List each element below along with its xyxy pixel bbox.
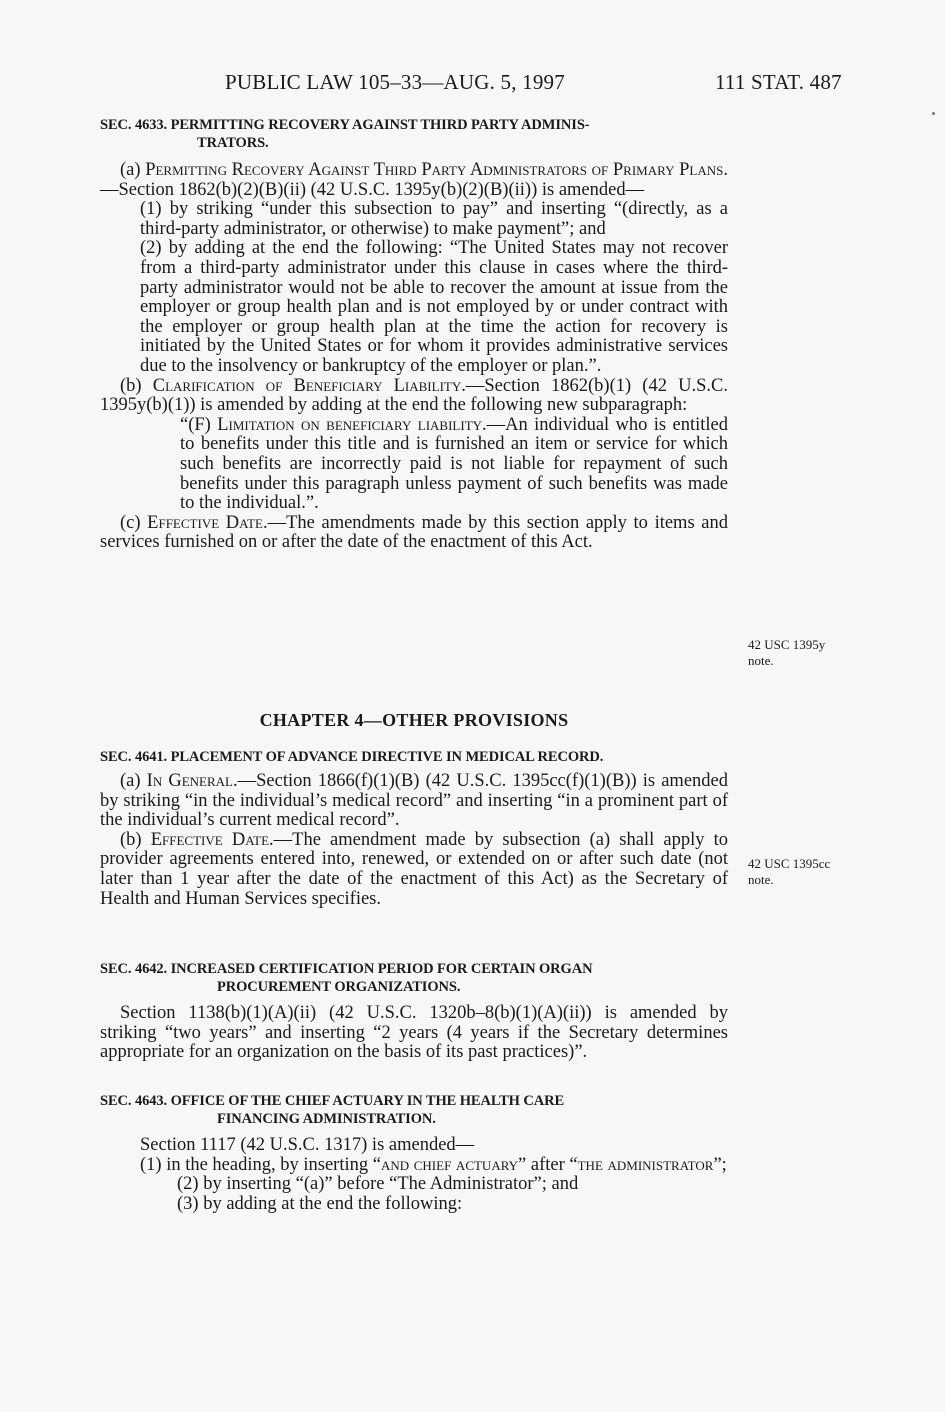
section-4633 [100,116,728,152]
paragraph-1-heading: (1) in the heading, by inserting “and chief actuary” after “the administrator”; [140,1154,727,1175]
section-4643-intro: Section 1117 (42 U.S.C. 1317) is amended— [140,1135,475,1155]
paragraph-3-add: (3) by adding at the end the following: [177,1193,463,1214]
section-4641 [100,748,728,766]
margin-note-1395y: 42 USC 1395y note. [748,637,826,668]
section-4633-body [100,161,728,553]
header-public-law: PUBLIC LAW 105–33—AUG. 5, 1997 [225,70,565,94]
paragraph-1: (1) by striking “under this subsection to pay” and inserting “(directly, as a third-party administrator, or otherwise) to make payment”; and [140,199,728,239]
section-4642-body [100,1004,728,1063]
margin-note-1395cc: 42 USC 1395cc note. [748,856,831,887]
chapter-heading: CHAPTER 4—OTHER PROVISIONS [259,710,569,730]
paragraph-2: (2) by adding at the end the following: “The United States may not recover from a third-party administrator under this clause in cases where the third-party administrator would not be able to recover the amount at issue from the employer or group health plan and is not employed by or under contract with the employer or group health plan at the time the action for recovery is initiated by the United States or for whom it provides administrative services due to the insolvency or bankruptcy of the employer or plan.”. [140,238,728,376]
quoted-subparagraph-f: “(F) Limitation on beneficiary liability.—An individual who is entitled to benefits under this title and is furnished an item or service for which such benefits are incorrectly paid is not liable for repayment of such benefits under this paragraph unless payment of such benefits was made to the individual.”. [180,414,728,514]
section-4633-heading: SEC. 4633. PERMITTING RECOVERY AGAINST THIRD PARTY ADMINIS- TRATORS. [100,117,590,151]
section-4643 [100,1092,728,1128]
subsection-b-effective-date: (b) Effective Date.—The amendment made by subsection (a) shall apply to provider agreements entered into, renewed, or extended on or after such date (not later than 1 year after the date of the enactment of this Act) as the Secretary of Health and Human Services specifies. [100,829,728,909]
section-4641-body [100,772,728,909]
header-stat-page: 111 STAT. 487 [715,70,842,94]
section-4643-heading: SEC. 4643. OFFICE OF THE CHIEF ACTUARY IN THE HEALTH CARE FINANCING ADMINISTRATION. [100,1093,565,1127]
section-4642-text: Section 1138(b)(1)(A)(ii) (42 U.S.C. 1320b–8(b)(1)(A)(ii)) is amended by striking “two years” and inserting “2 years (4 years if the Secretary determines appropriate for an organization on the basis of its past practices)”. [100,1003,728,1063]
subsection-a-general: (a) In General.—Section 1866(f)(1)(B) (42 U.S.C. 1395cc(f)(1)(B)) is amended by striking “in the individual’s medical record” and inserting “in a prominent part of the individual’s current medical record”. [100,771,728,831]
section-4641-heading: SEC. 4641. PLACEMENT OF ADVANCE DIRECTIVE IN MEDICAL RECORD. [100,749,604,765]
subsection-c: (c) Effective Date.—The amendments made by this section apply to items and services furnished on or after the date of the enactment of this Act. [100,512,728,553]
subsection-b: (b) Clarification of Beneficiary Liability.—Section 1862(b)(1) (42 U.S.C. 1395y(b)(1)) is amended by adding at the end the following new subparagraph: [100,375,728,416]
paragraph-2-insert: (2) by inserting “(a)” before “The Administrator”; and [177,1174,579,1195]
section-4642 [100,960,728,996]
chapter-heading-wrap [100,710,728,731]
subsection-a: (a) Permitting Recovery Against Third Party Administrators of Primary Plans.—Section 1862(b)(2)(B)(ii) (42 U.S.C. 1395y(b)(2)(B)(ii)) is amended— [100,160,728,200]
scan-speck [932,112,935,115]
section-4642-heading: SEC. 4642. INCREASED CERTIFICATION PERIOD FOR CERTAIN ORGAN PROCUREMENT ORGANIZATIONS. [100,961,593,995]
section-4643-body [100,1136,728,1214]
